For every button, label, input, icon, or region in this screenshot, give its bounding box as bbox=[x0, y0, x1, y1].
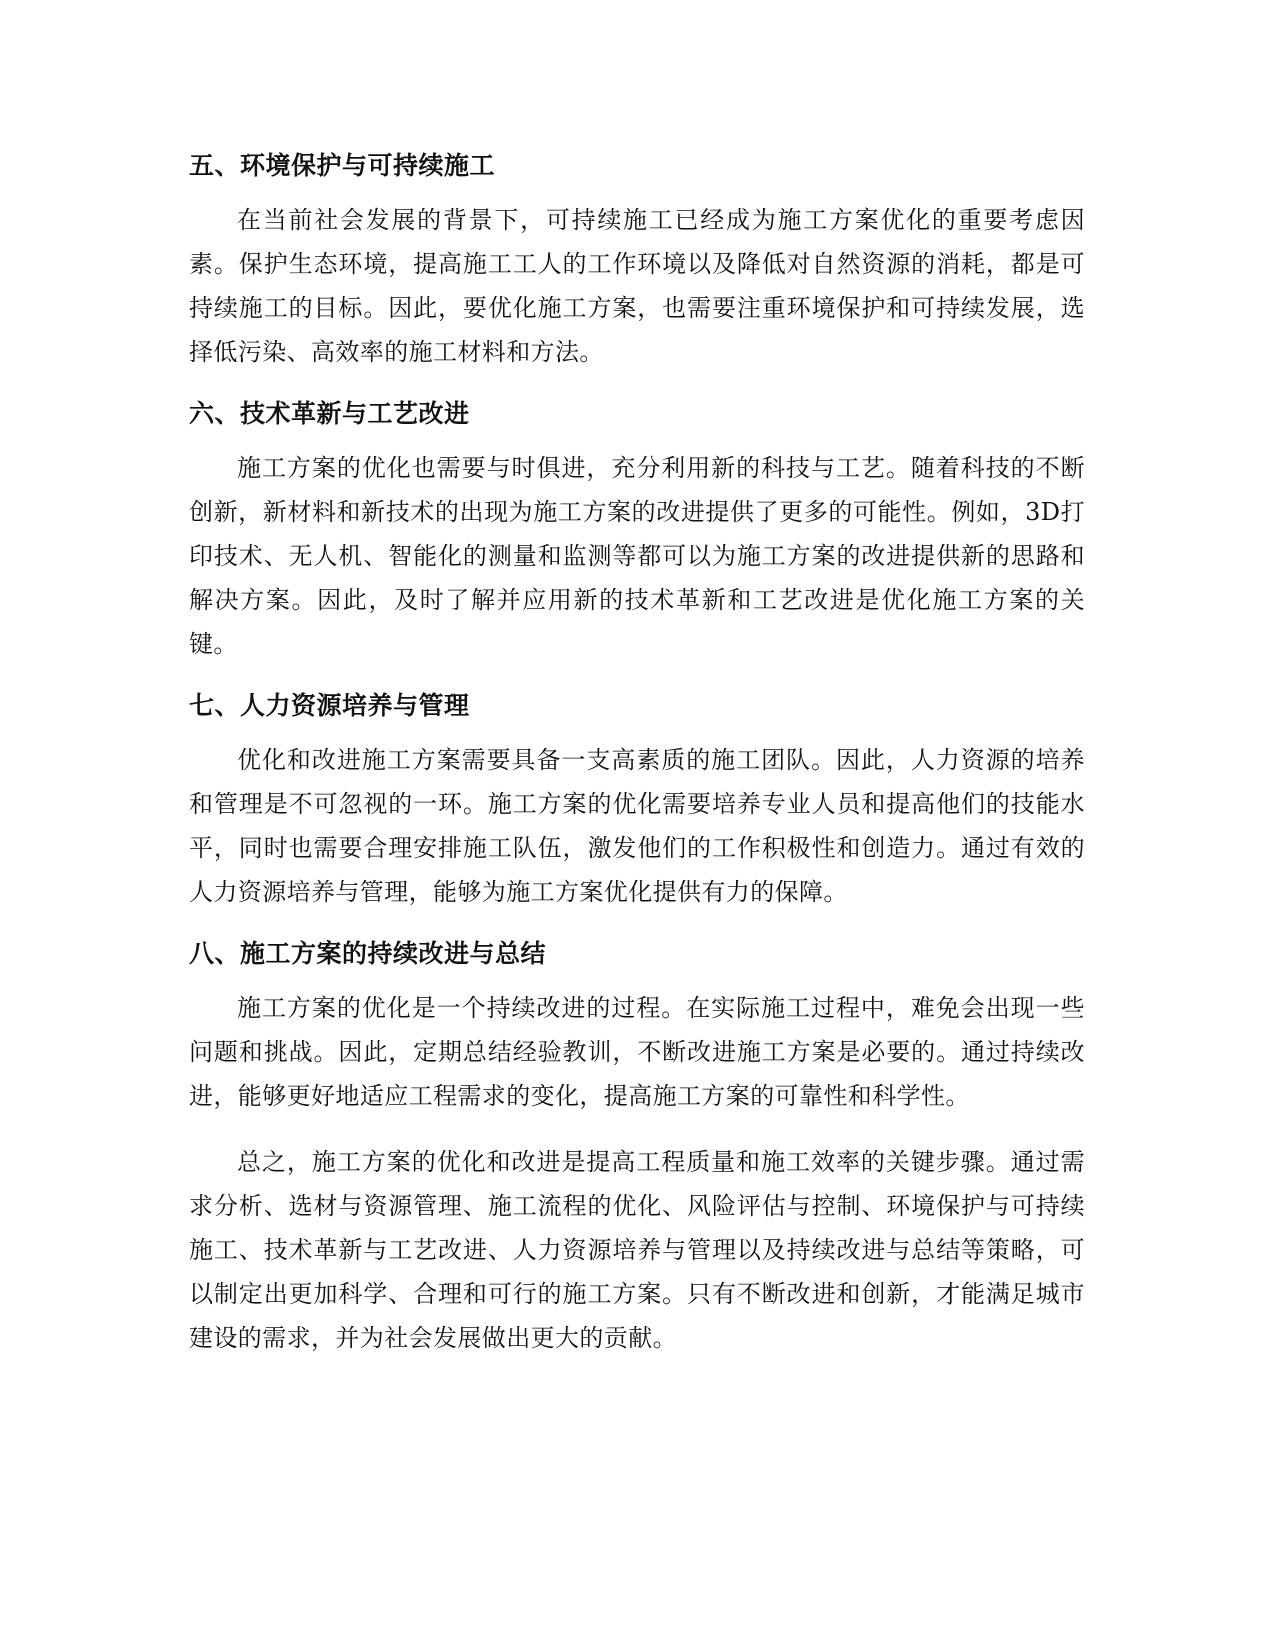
section-human-resources bbox=[189, 688, 1085, 914]
section-environment bbox=[189, 148, 1085, 374]
section-continuous-improvement bbox=[189, 936, 1085, 1360]
document-body bbox=[189, 148, 1085, 1382]
section-heading: 五、环境保护与可持续施工 bbox=[189, 151, 496, 180]
body-paragraph: 施工方案的优化是一个持续改进的过程。在实际施工过程中，难免会出现一些问题和挑战。因此，定期总结经验教训，不断改进施工方案是必要的。通过持续改进，能够更好地适应工程需求的变化，提高施工方案的可靠性和科学性。 bbox=[189, 994, 1085, 1110]
conclusion-paragraph: 总之，施工方案的优化和改进是提高工程质量和施工效率的关键步骤。通过需求分析、选材与资源管理、施工流程的优化、风险评估与控制、环境保护与可持续施工、技术革新与工艺改进、人力资源培养与管理以及持续改进与总结等策略，可以制定出更加科学、合理和可行的施工方案。只有不断改进和创新，才能满足城市建设的需求，并为社会发展做出更大的贡献。 bbox=[189, 1148, 1085, 1352]
body-paragraph: 施工方案的优化也需要与时俱进，充分利用新的科技与工艺。随着科技的不断创新，新材料和新技术的出现为施工方案的改进提供了更多的可能性。例如，3D打印技术、无人机、智能化的测量和监测等都可以为施工方案的改进提供新的思路和解决方案。因此，及时了解并应用新的技术革新和工艺改进是优化施工方案的关键。 bbox=[189, 454, 1085, 658]
section-technology bbox=[189, 396, 1085, 666]
body-paragraph: 在当前社会发展的背景下，可持续施工已经成为施工方案优化的重要考虑因素。保护生态环境，提高施工工人的工作环境以及降低对自然资源的消耗，都是可持续施工的目标。因此，要优化施工方案，也需要注重环境保护和可持续发展，选择低污染、高效率的施工材料和方法。 bbox=[189, 206, 1085, 366]
section-heading: 八、施工方案的持续改进与总结 bbox=[189, 939, 547, 968]
section-heading: 七、人力资源培养与管理 bbox=[189, 691, 470, 720]
body-paragraph: 优化和改进施工方案需要具备一支高素质的施工团队。因此，人力资源的培养和管理是不可忽视的一环。施工方案的优化需要培养专业人员和提高他们的技能水平，同时也需要合理安排施工队伍，激发他们的工作积极性和创造力。通过有效的人力资源培养与管理，能够为施工方案优化提供有力的保障。 bbox=[189, 746, 1085, 906]
section-heading: 六、技术革新与工艺改进 bbox=[189, 399, 470, 428]
